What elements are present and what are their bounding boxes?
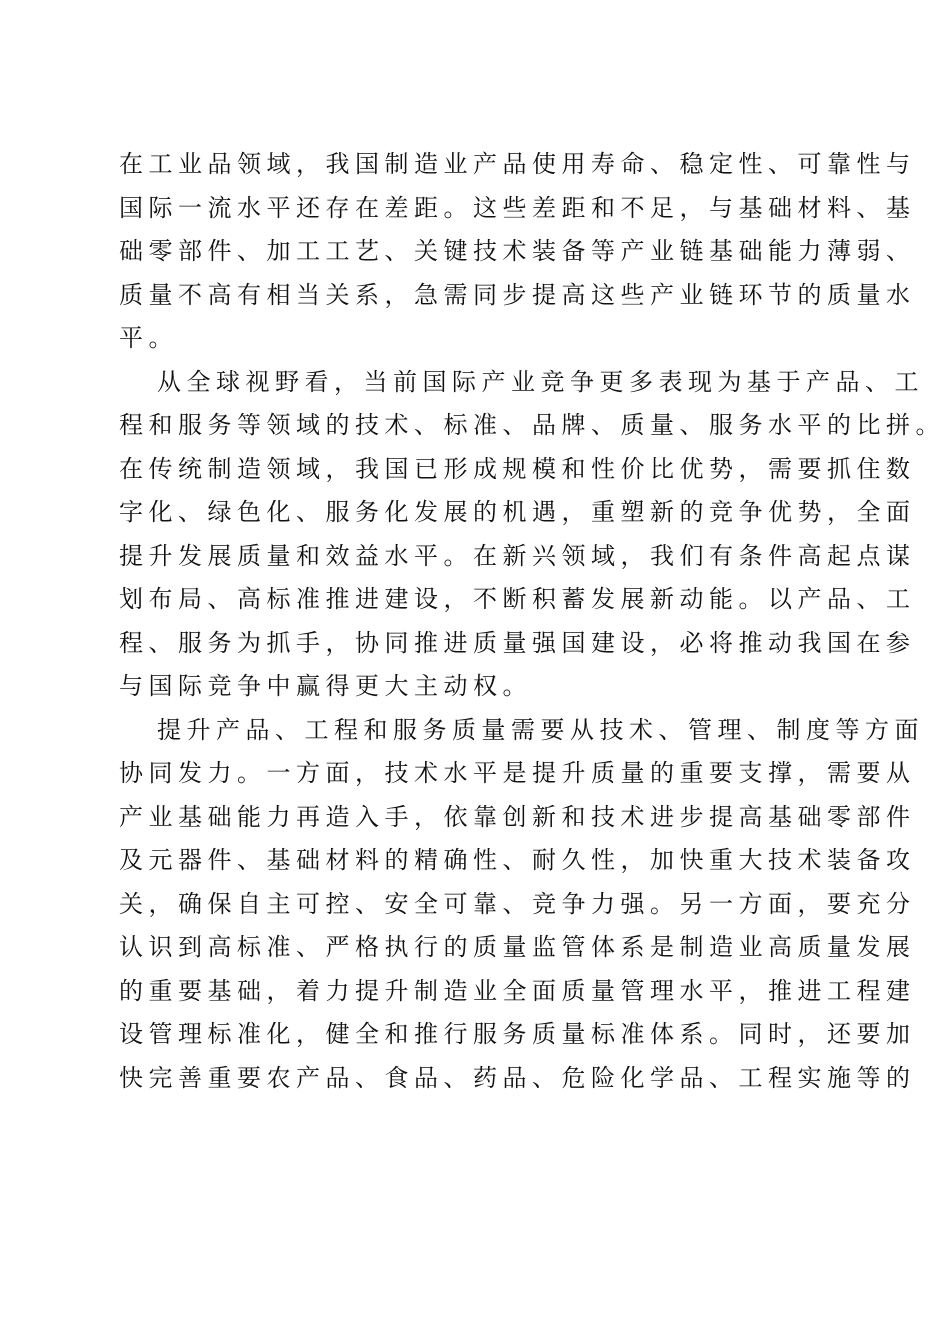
paragraph-line: 在传统制造领域，我国已形成规模和性价比优势，需要抓住数: [119, 454, 916, 483]
paragraph-line: 设管理标准化，健全和推行服务质量标准体系。同时，还要加: [119, 1020, 916, 1048]
paragraph-line: 提升产品、工程和服务质量需要从技术、管理、制度等方面: [157, 715, 924, 744]
paragraph-line: 关，确保自主可控、安全可靠、竞争力强。另一方面，要充分: [119, 889, 916, 918]
paragraph-line: 国际一流水平还存在差距。这些差距和不足，与基础材料、基: [119, 193, 916, 222]
paragraph-line: 础零部件、加工工艺、关键技术装备等产业链基础能力薄弱、: [119, 237, 916, 265]
paragraph-line: 提升发展质量和效益水平。在新兴领域，我们有条件高起点谋: [119, 541, 916, 570]
paragraph-line: 从全球视野看，当前国际产业竞争更多表现为基于产品、工: [157, 367, 924, 396]
paragraph-3: [119, 709, 924, 1101]
paragraph-line: 认识到高标准、严格执行的质量监管体系是制造业高质量发展: [119, 933, 916, 961]
paragraph-line: 与国际竞争中赢得更大主动权。: [119, 672, 532, 700]
paragraph-2: [119, 361, 945, 709]
paragraph-line: 产业基础能力再造入手，依靠创新和技术进步提高基础零部件: [119, 802, 916, 831]
paragraph-line: 的重要基础，着力提升制造业全面质量管理水平，推进工程建: [119, 976, 916, 1005]
paragraph-line: 及元器件、基础材料的精确性、耐久性，加快重大技术装备攻: [119, 846, 916, 874]
paragraph-line: 程、服务为抓手，协同推进质量强国建设，必将推动我国在参: [119, 628, 916, 657]
paragraph-line: 字化、绿色化、服务化发展的机遇，重塑新的竞争优势，全面: [119, 498, 916, 526]
paragraph-line: 划布局、高标准推进建设，不断积蓄发展新动能。以产品、工: [119, 585, 916, 613]
paragraph-1: [119, 143, 916, 361]
paragraph-line: 程和服务等领域的技术、标准、品牌、质量、服务水平的比拼。: [119, 411, 945, 439]
document-body: [119, 143, 945, 1100]
paragraph-line: 质量不高有相当关系，急需同步提高这些产业链环节的质量水: [119, 280, 916, 309]
paragraph-line: 平。: [119, 324, 178, 352]
paragraph-line: 在工业品领域，我国制造业产品使用寿命、稳定性、可靠性与: [119, 150, 916, 178]
paragraph-line: 协同发力。一方面，技术水平是提升质量的重要支撑，需要从: [119, 759, 916, 787]
paragraph-line: 快完善重要农产品、食品、药品、危险化学品、工程实施等的: [119, 1063, 916, 1092]
